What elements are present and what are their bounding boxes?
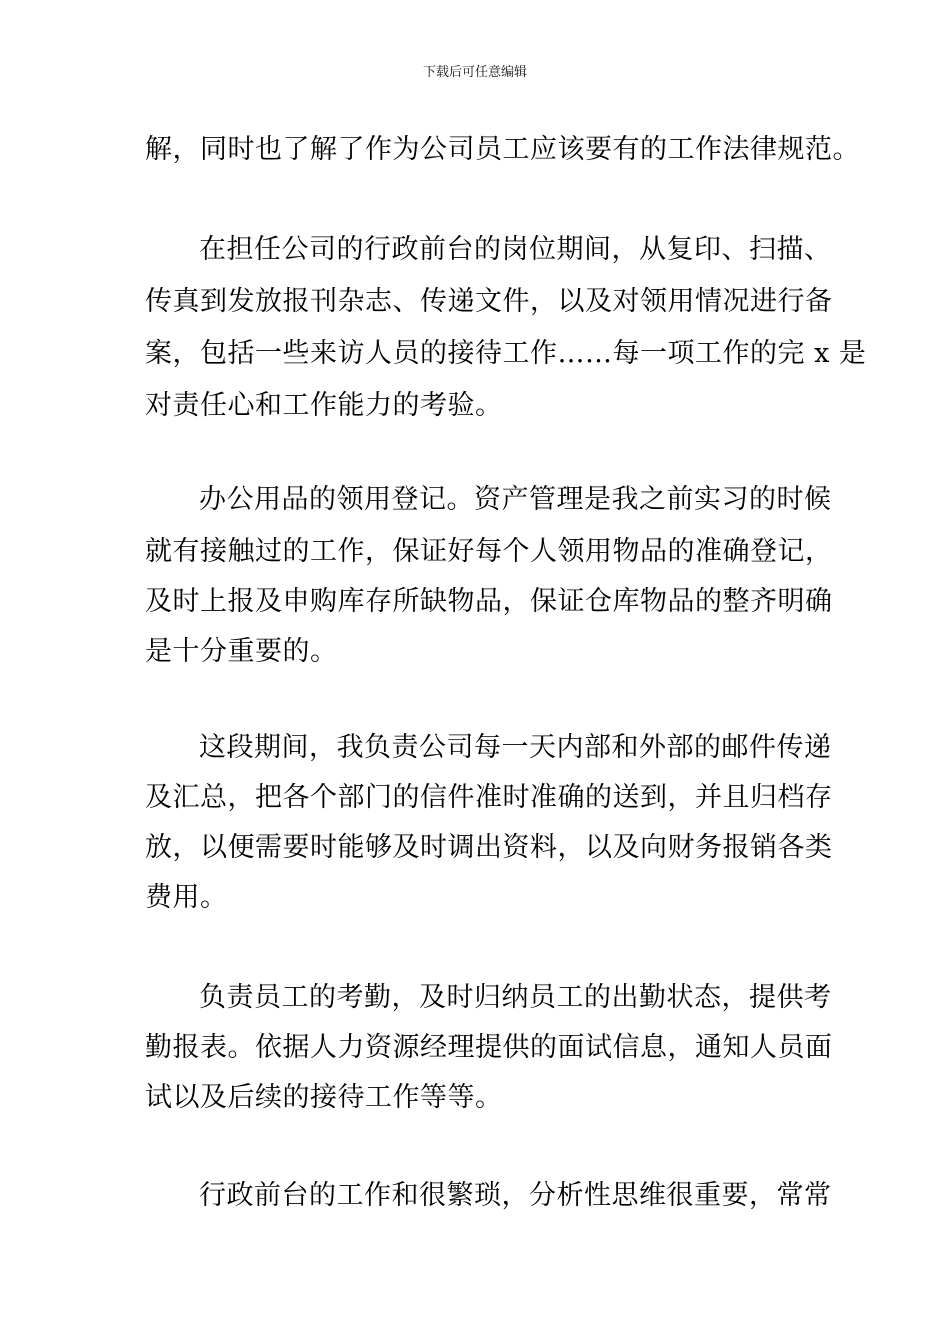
page-header-note: 下载后可任意编辑 — [422, 65, 527, 80]
paragraph-line: 放，以便需要时能够及时调出资料，以及向财务报销各类 — [145, 832, 833, 863]
paragraph-line: 及汇总，把各个部门的信件准时准确的送到，并且归档存 — [145, 782, 833, 813]
paragraph-line: 传真到发放报刊杂志、传递文件，以及对领用情况进行备 — [145, 286, 833, 317]
paragraph-line: 案，包括一些来访人员的接待工作……每一项工作的完 x 是 — [145, 338, 867, 369]
paragraph-line: 解，同时也了解了作为公司员工应该要有的工作法律规范。 — [145, 134, 860, 165]
paragraph-line: 费用。 — [145, 882, 228, 913]
paragraph-line: 勤报表。依据人力资源经理提供的面试信息，通知人员面 — [145, 1032, 833, 1063]
paragraph-line: 这段期间，我负责公司每一天内部和外部的邮件传递 — [199, 732, 832, 763]
paragraph-line: 就有接触过的工作，保证好每个人领用物品的准确登记， — [145, 536, 833, 567]
paragraph-line: 办公用品的领用登记。资产管理是我之前实习的时候 — [199, 484, 832, 515]
paragraph-line: 对责任心和工作能力的考验。 — [145, 390, 503, 421]
paragraph-line: 行政前台的工作和很繁琐，分析性思维很重要，常常 — [199, 1180, 832, 1211]
paragraph-line: 负责员工的考勤，及时归纳员工的出勤状态，提供考 — [199, 982, 832, 1013]
paragraph-line: 在担任公司的行政前台的岗位期间，从复印、扫描、 — [199, 234, 832, 265]
paragraph-line: 是十分重要的。 — [145, 636, 338, 667]
paragraph-line: 试以及后续的接待工作等等。 — [145, 1082, 503, 1113]
paragraph-line: 及时上报及申购库存所缺物品，保证仓库物品的整齐明确 — [145, 586, 833, 617]
